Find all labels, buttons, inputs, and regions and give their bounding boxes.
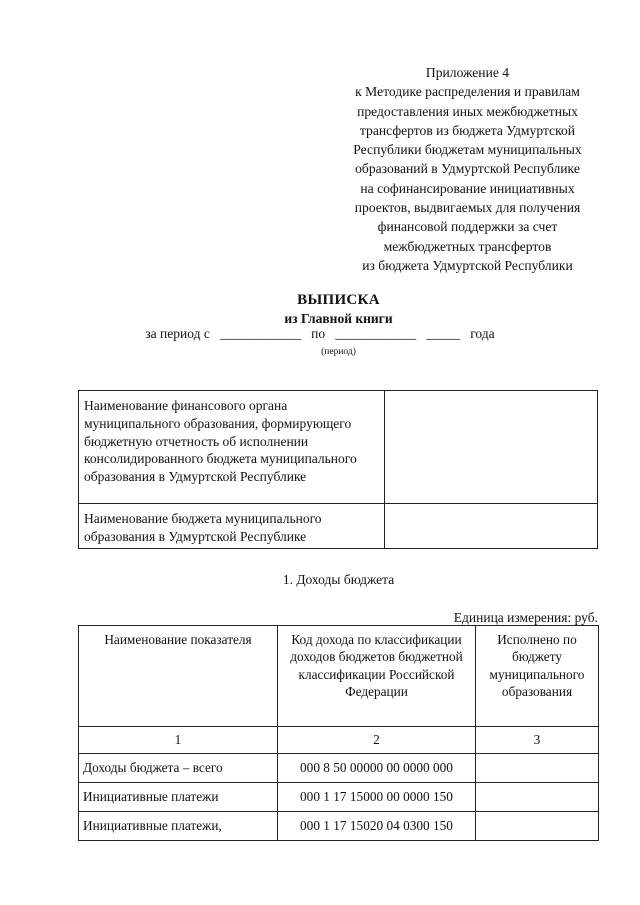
period-line: [0, 325, 640, 343]
info-value-budget-name[interactable]: [385, 504, 598, 549]
title-block: [0, 290, 640, 327]
period-hint-row: [0, 346, 640, 358]
column-number: 1: [79, 727, 278, 754]
appendix-line: Приложение 4: [425, 65, 510, 80]
header-executed: Исполнено по бюджету муниципального образования: [476, 626, 599, 727]
period-from-blank[interactable]: ____________: [219, 326, 301, 341]
row-code: 000 8 50 00000 00 0000 000: [278, 754, 476, 783]
document-title: ВЫПИСКА: [297, 292, 380, 308]
appendix-line: трансфертов из бюджета Удмуртской: [359, 122, 576, 138]
appendix-line: из бюджета Удмуртской Республики: [362, 257, 573, 273]
period-suffix: года: [470, 326, 495, 341]
row-executed[interactable]: [476, 783, 599, 812]
document-subtitle: из Главной книги: [284, 311, 393, 326]
info-row: [79, 391, 598, 504]
section-heading: 1. Доходы бюджета: [282, 572, 395, 587]
period-to-blank[interactable]: ____________: [335, 326, 417, 341]
info-label-budget-name: Наименование бюджета муниципального образования в Удмуртской Республике: [79, 504, 385, 549]
appendix-line: на софинансирование инициативных: [360, 180, 575, 196]
period-hint: (период): [321, 347, 356, 357]
period-mid: по: [311, 326, 326, 341]
row-code: 000 1 17 15020 04 0300 150: [278, 812, 476, 841]
table-row: [79, 754, 599, 783]
row-name: Инициативные платежи,: [79, 812, 278, 841]
row-name: Инициативные платежи: [79, 783, 278, 812]
info-label-finance-body: Наименование финансового органа муниципального образования, формирующего бюджетную отчетность об исполнении консолидированного бюджета муниципального образования в Удмуртской Республике: [79, 391, 385, 504]
unit-label: Единица измерения: руб.: [453, 610, 598, 625]
info-value-finance-body[interactable]: [385, 391, 598, 504]
appendix-line: образований в Удмуртской Республике: [355, 161, 580, 177]
table-row: [79, 812, 599, 841]
income-table: [78, 625, 599, 841]
row-name: Доходы бюджета – всего: [79, 754, 278, 783]
column-number-row: [79, 727, 599, 754]
appendix-line: проектов, выдвигаемых для получения: [354, 200, 581, 216]
info-row: [79, 504, 598, 549]
row-code: 000 1 17 15000 00 0000 150: [278, 783, 476, 812]
row-executed[interactable]: [476, 812, 599, 841]
header-indicator-name: Наименование показателя: [79, 626, 278, 727]
appendix-line: межбюджетных трансфертов: [383, 238, 552, 254]
period-year-blank[interactable]: _____: [426, 326, 461, 341]
info-table: [78, 390, 598, 549]
section-heading-row: [0, 571, 640, 589]
table-row: [79, 783, 599, 812]
appendix-block: [325, 63, 610, 275]
table-header-row: [79, 626, 599, 727]
appendix-line: финансовой поддержки за счет: [377, 219, 558, 235]
period-prefix: за период с: [145, 326, 210, 341]
appendix-line: предоставления иных межбюджетных: [357, 103, 578, 119]
row-executed[interactable]: [476, 754, 599, 783]
appendix-line: к Методике распределения и правилам: [355, 84, 580, 100]
column-number: 3: [476, 727, 599, 754]
column-number: 2: [278, 727, 476, 754]
appendix-line: Республики бюджетам муниципальных: [353, 142, 582, 158]
header-income-code: Код дохода по классификации доходов бюджетов бюджетной классификации Российской Федерации: [278, 626, 476, 727]
